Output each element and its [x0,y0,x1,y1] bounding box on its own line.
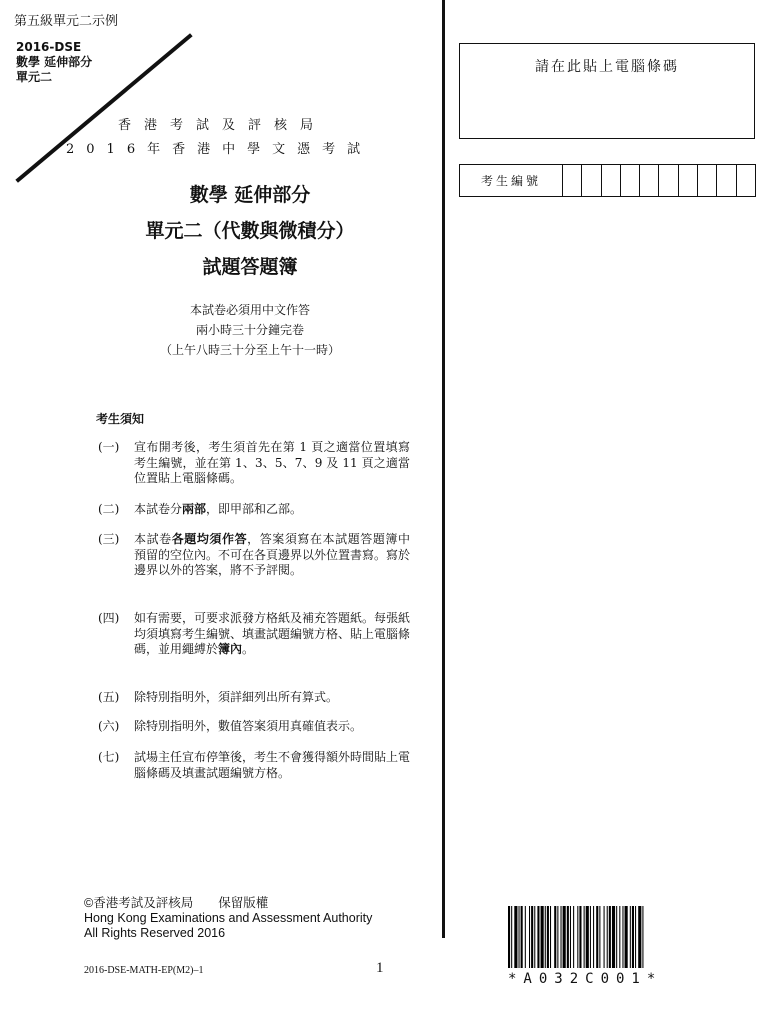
stamp-line-3: 單元二 [16,70,53,84]
instructions-heading: 考生須知 [96,412,145,426]
copyright-en-authority: Hong Kong Examinations and Assessment Authority [84,911,373,925]
instruction-item [98,532,410,579]
stamp-line-2: 數學 延伸部分 [16,55,93,69]
barcode-bar [545,906,546,968]
barcode-bar [554,906,556,968]
instruction-text: 除特別指明外，須詳細列出所有算式。 [134,690,339,704]
instruction-item [98,719,410,735]
barcode-bar [590,906,591,968]
instruction-text: 試場主任宣布停筆後，考生不會獲得額外時間貼上電腦條碼及填畫試題編號方格。 [134,750,411,780]
barcode-bar [638,906,641,968]
copyright-notice [84,896,372,941]
barcode-caption: *A032C001* [508,971,663,987]
barcode-bar [642,906,643,968]
page-number: 1 [376,960,384,976]
instruction-number: (三) [98,532,120,546]
barcode-bar [570,906,571,968]
candidate-digit-cell[interactable] [640,165,659,196]
barcode-bar [604,906,605,968]
barcode-bar [596,906,598,968]
candidate-digit-cell[interactable] [582,165,601,196]
barcode-bar [508,906,510,968]
barcode-bar [599,906,600,968]
instruction-number: (七) [98,750,120,764]
instruction-number: (四) [98,611,120,625]
barcode-bar [625,906,628,968]
barcode-bar [609,906,611,968]
instruction-number: (二) [98,502,120,516]
copyright-zh: ©香港考試及評核局 保留版權 [84,896,269,910]
barcode-bar [607,906,608,968]
copyright-en-rights: All Rights Reserved 2016 [84,926,226,940]
candidate-digit-cell[interactable] [717,165,736,196]
candidate-digit-cell[interactable] [698,165,717,196]
barcode-bar [519,906,520,968]
instruction-text: 本試卷分兩部，即甲部和乙部。 [134,502,303,516]
instruction-number: (五) [98,690,120,704]
barcode-bar [514,906,517,968]
paper-title: 數學 延伸部分 [189,184,311,206]
barcode-bar [534,906,535,968]
barcode-label-box [459,43,755,139]
instruction-item [98,611,410,658]
barcode-box-label: 請在此貼上電腦條碼 [535,59,679,75]
instruction-text: 本試卷各題均須作答，答案須寫在本試題答題簿中預留的空位內。不可在各頁邊界以外位置書寫。寫於邊界以外的答案，將不予評閱。 [134,532,411,577]
barcode-bar [577,906,578,968]
candidate-digit-cell[interactable] [621,165,640,196]
instruction-item [98,690,410,706]
barcode-bar [541,906,544,968]
subject-stamp [16,40,92,85]
barcode-bar [557,906,558,968]
barcode-bar [630,906,631,968]
barcode-bar [537,906,539,968]
exam-name: 2016年香港中學文憑考試 [66,142,373,157]
barcode-bar [635,906,636,968]
stamp-line-1: 2016-DSE [16,40,82,54]
barcode-bar [511,906,512,968]
barcode-bar [612,906,615,968]
booklet-title: 試題答題簿 [202,256,298,278]
candidate-number-label: 考生編號 [460,165,563,196]
barcode-bar [622,906,623,968]
barcode-bar [521,906,523,968]
instruction-item [98,440,410,487]
instruction-text: 除特別指明外，數值答案須用真確值表示。 [134,719,363,733]
barcode-bar [586,906,589,968]
instruction-number: (一) [98,440,120,454]
authority-name: 香港考試及評核局 [118,118,327,133]
barcode-bar [619,906,620,968]
barcode-image [508,906,730,968]
barcode-bar [573,906,574,968]
barcode-bar [584,906,585,968]
series-label: 第五級單元二示例 [14,14,119,29]
paper-subtitle: 單元二（代數與微積分） [145,220,355,242]
candidate-digit-cell[interactable] [602,165,621,196]
barcode-bar [525,906,526,968]
instruction-text: 宣布開考後，考生須首先在第 1 頁之適當位置填寫考生編號，並在第 1、3、5、7、9 及 11 頁之適當位置貼上電腦條碼。 [134,440,410,485]
paper-info [60,300,440,360]
barcode-bar [579,906,581,968]
info-language: 本試卷必須用中文作答 [189,303,310,317]
instruction-number: (六) [98,719,120,733]
candidate-digit-cell[interactable] [563,165,582,196]
barcode-bar [531,906,533,968]
barcode-bar [563,906,566,968]
info-duration: 兩小時三十分鐘完卷 [195,323,304,337]
barcode-bar [567,906,569,968]
info-time: （上午八時三十分至上午十一時） [159,343,340,357]
barcode-bar [593,906,594,968]
instruction-item [98,750,410,781]
barcode-bar [550,906,551,968]
barcode-bar [529,906,530,968]
paper-code: 2016-DSE-MATH-EP(M2)–1 [84,965,204,976]
barcode-bar [561,906,562,968]
instruction-text: 如有需要，可要求派發方格紙及補充答題紙。每張紙均須填寫考生編號、填畫試題編號方格、貼上電腦條碼，並用繩縛於簿內。 [134,611,411,656]
barcode-bar [632,906,634,968]
candidate-digit-cell[interactable] [659,165,678,196]
candidate-digit-cell[interactable] [679,165,698,196]
candidate-number-field[interactable] [459,164,756,197]
barcode-bar [547,906,549,968]
barcode-bar [616,906,617,968]
margin-line [442,0,445,938]
instruction-item [98,502,410,518]
candidate-digit-cell[interactable] [737,165,755,196]
